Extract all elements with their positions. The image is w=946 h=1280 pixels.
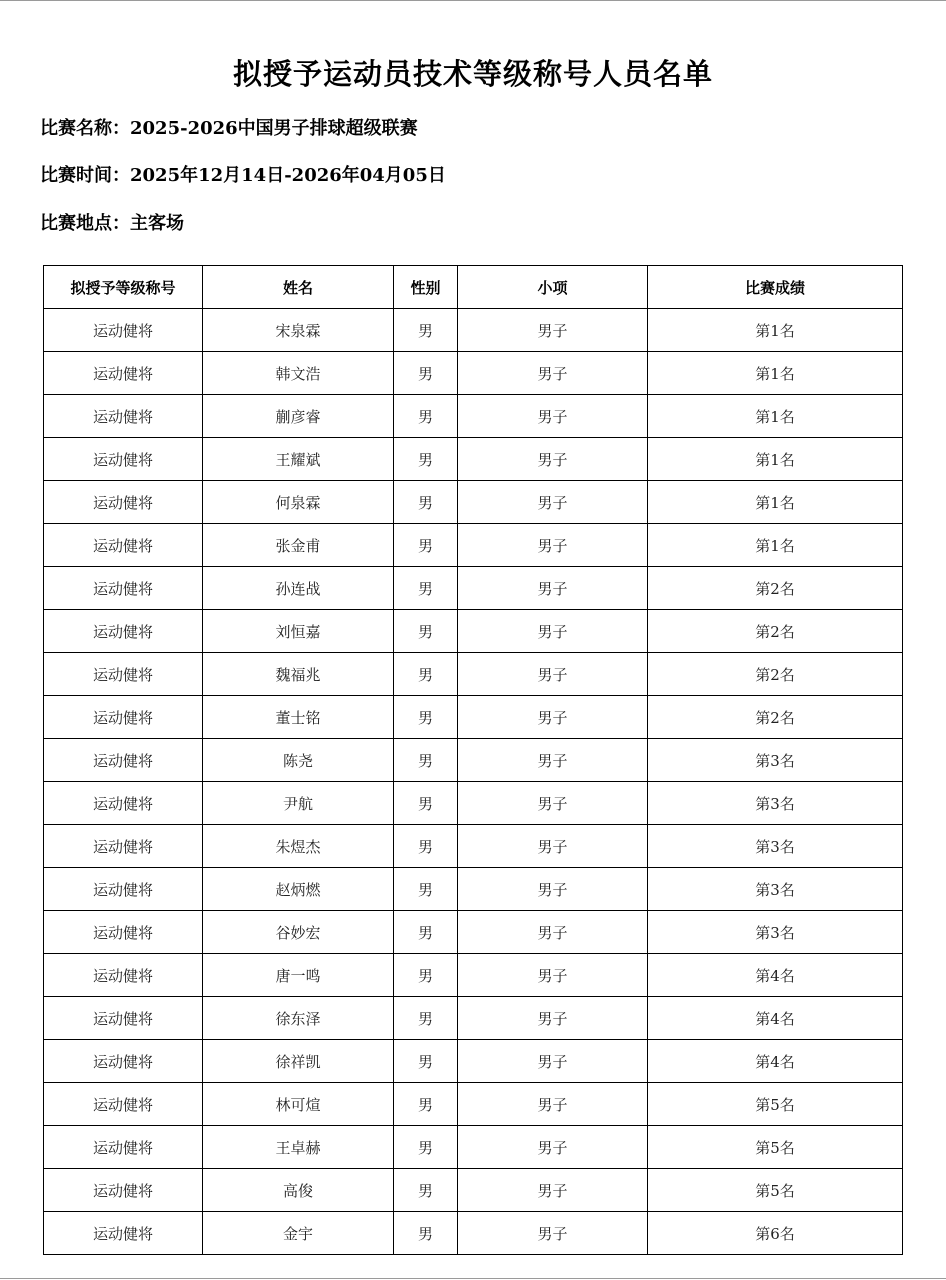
cell-gender: 男 [394,1083,458,1126]
table-row [44,352,903,395]
cell-gender: 男 [394,653,458,696]
cell-name: 徐祥凯 [203,1040,394,1083]
cell-name: 高俊 [203,1169,394,1212]
table-row [44,395,903,438]
cell-gender: 男 [394,739,458,782]
cell-result: 第2名 [648,653,903,696]
header-event: 小项 [458,266,648,309]
cell-result: 第1名 [648,352,903,395]
table-row [44,1040,903,1083]
cell-name: 朱煜杰 [203,825,394,868]
cell-name: 董士铭 [203,696,394,739]
cell-gender: 男 [394,524,458,567]
competition-venue-line [40,209,184,235]
cell-name: 宋泉霖 [203,309,394,352]
cell-name: 唐一鸣 [203,954,394,997]
header-name: 姓名 [203,266,394,309]
cell-name: 王卓赫 [203,1126,394,1169]
cell-grade-title: 运动健将 [44,1126,203,1169]
table-header-row [44,266,903,309]
cell-event: 男子 [458,739,648,782]
table-row [44,739,903,782]
cell-event: 男子 [458,1212,648,1255]
top-border-line [0,0,946,1]
cell-gender: 男 [394,567,458,610]
cell-name: 赵炳燃 [203,868,394,911]
cell-event: 男子 [458,567,648,610]
cell-gender: 男 [394,825,458,868]
competition-time-value: 2025年12月14日-2026年04月05日 [130,165,446,186]
cell-grade-title: 运动健将 [44,782,203,825]
cell-result: 第4名 [648,1040,903,1083]
cell-name: 谷妙宏 [203,911,394,954]
table-row [44,1212,903,1255]
cell-gender: 男 [394,352,458,395]
table-row [44,309,903,352]
cell-event: 男子 [458,352,648,395]
competition-name-value: 2025-2026中国男子排球超级联赛 [130,118,418,139]
cell-name: 金宇 [203,1212,394,1255]
cell-event: 男子 [458,1083,648,1126]
cell-name: 韩文浩 [203,352,394,395]
cell-event: 男子 [458,997,648,1040]
cell-gender: 男 [394,911,458,954]
competition-time-line [40,161,446,187]
cell-event: 男子 [458,782,648,825]
cell-grade-title: 运动健将 [44,438,203,481]
competition-name-label: 比赛名称： [40,118,130,139]
table-row [44,696,903,739]
cell-event: 男子 [458,696,648,739]
cell-name: 孙连战 [203,567,394,610]
table-body [44,309,903,1255]
cell-grade-title: 运动健将 [44,739,203,782]
header-result: 比赛成绩 [648,266,903,309]
cell-grade-title: 运动健将 [44,696,203,739]
cell-name: 林可煊 [203,1083,394,1126]
competition-venue-label: 比赛地点： [40,213,130,234]
cell-event: 男子 [458,524,648,567]
cell-grade-title: 运动健将 [44,911,203,954]
cell-result: 第1名 [648,309,903,352]
table-row [44,1169,903,1212]
cell-event: 男子 [458,1169,648,1212]
bottom-border-line [0,1278,946,1279]
competition-venue-value: 主客场 [130,213,184,234]
cell-name: 刘恒嘉 [203,610,394,653]
cell-grade-title: 运动健将 [44,1040,203,1083]
cell-result: 第2名 [648,610,903,653]
cell-event: 男子 [458,1126,648,1169]
cell-name: 魏福兆 [203,653,394,696]
table-row [44,911,903,954]
cell-result: 第3名 [648,782,903,825]
cell-result: 第4名 [648,997,903,1040]
cell-result: 第2名 [648,696,903,739]
cell-event: 男子 [458,395,648,438]
cell-gender: 男 [394,1212,458,1255]
table-row [44,610,903,653]
cell-result: 第3名 [648,911,903,954]
cell-grade-title: 运动健将 [44,481,203,524]
cell-result: 第5名 [648,1169,903,1212]
cell-grade-title: 运动健将 [44,567,203,610]
table-row [44,524,903,567]
cell-event: 男子 [458,911,648,954]
cell-grade-title: 运动健将 [44,868,203,911]
cell-gender: 男 [394,610,458,653]
cell-name: 张金甫 [203,524,394,567]
cell-grade-title: 运动健将 [44,653,203,696]
cell-name: 蒯彦睿 [203,395,394,438]
cell-grade-title: 运动健将 [44,954,203,997]
cell-grade-title: 运动健将 [44,1083,203,1126]
cell-event: 男子 [458,954,648,997]
competition-name-line [40,114,418,140]
cell-result: 第1名 [648,524,903,567]
cell-result: 第1名 [648,395,903,438]
cell-grade-title: 运动健将 [44,1169,203,1212]
cell-name: 尹航 [203,782,394,825]
cell-result: 第1名 [648,438,903,481]
header-grade-title: 拟授予等级称号 [44,266,203,309]
table-row [44,997,903,1040]
table-row [44,438,903,481]
cell-grade-title: 运动健将 [44,1212,203,1255]
cell-grade-title: 运动健将 [44,610,203,653]
cell-event: 男子 [458,610,648,653]
cell-event: 男子 [458,653,648,696]
cell-gender: 男 [394,954,458,997]
cell-result: 第3名 [648,825,903,868]
cell-event: 男子 [458,1040,648,1083]
cell-result: 第3名 [648,868,903,911]
cell-gender: 男 [394,868,458,911]
cell-event: 男子 [458,868,648,911]
cell-gender: 男 [394,696,458,739]
table-row [44,567,903,610]
cell-grade-title: 运动健将 [44,825,203,868]
cell-gender: 男 [394,1040,458,1083]
cell-gender: 男 [394,438,458,481]
table-row [44,1083,903,1126]
cell-grade-title: 运动健将 [44,309,203,352]
cell-result: 第5名 [648,1126,903,1169]
cell-result: 第2名 [648,567,903,610]
table-row [44,481,903,524]
cell-gender: 男 [394,395,458,438]
cell-result: 第5名 [648,1083,903,1126]
cell-gender: 男 [394,782,458,825]
cell-gender: 男 [394,309,458,352]
cell-name: 徐东泽 [203,997,394,1040]
cell-event: 男子 [458,825,648,868]
cell-name: 何泉霖 [203,481,394,524]
cell-result: 第1名 [648,481,903,524]
cell-name: 陈尧 [203,739,394,782]
cell-gender: 男 [394,481,458,524]
cell-gender: 男 [394,997,458,1040]
table-row [44,653,903,696]
header-gender: 性别 [394,266,458,309]
table-row [44,782,903,825]
document-title: 拟授予运动员技术等级称号人员名单 [232,57,713,91]
cell-result: 第3名 [648,739,903,782]
cell-gender: 男 [394,1126,458,1169]
table-row [44,954,903,997]
cell-result: 第6名 [648,1212,903,1255]
cell-result: 第4名 [648,954,903,997]
cell-grade-title: 运动健将 [44,524,203,567]
cell-grade-title: 运动健将 [44,395,203,438]
cell-grade-title: 运动健将 [44,997,203,1040]
table-row [44,868,903,911]
cell-name: 王耀斌 [203,438,394,481]
cell-gender: 男 [394,1169,458,1212]
competition-time-label: 比赛时间： [40,165,130,186]
table-row [44,1126,903,1169]
cell-event: 男子 [458,481,648,524]
cell-event: 男子 [458,438,648,481]
cell-grade-title: 运动健将 [44,352,203,395]
cell-event: 男子 [458,309,648,352]
athlete-roster-table [43,265,903,1255]
table-row [44,825,903,868]
